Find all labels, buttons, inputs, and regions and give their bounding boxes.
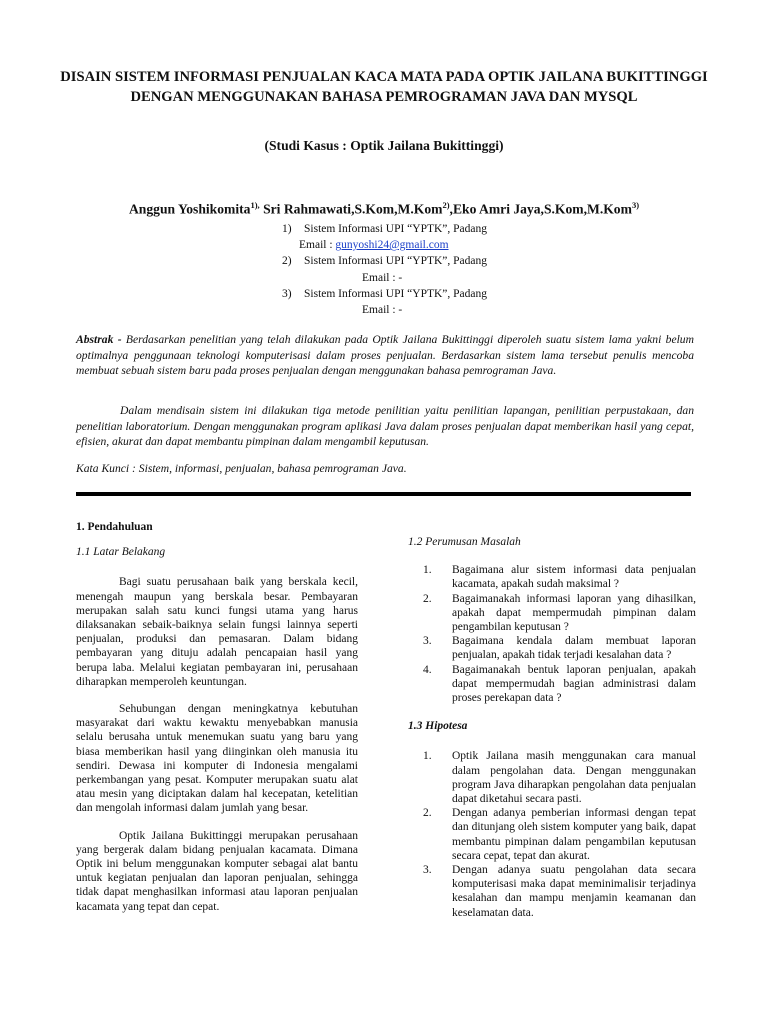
affiliation-text: Sistem Informasi UPI “YPTK”, Padang bbox=[304, 255, 488, 268]
affiliation-3-email-row bbox=[0, 302, 768, 318]
affiliations bbox=[0, 221, 768, 318]
author-1-mark: 1), bbox=[250, 200, 260, 210]
list-number: 4. bbox=[423, 663, 432, 676]
subsection-heading-hipotesa: 1.3 Hipotesa bbox=[408, 720, 468, 733]
list-text: Dengan adanya suatu pengolahan data secara komputerisasi maka dapat meminimalisir terjadinya kesalahan dan mampu menjamin keamanan dan keselamatan data. bbox=[452, 864, 696, 919]
list-text: Bagaimana alur sistem informasi data penjualan kacamata, apakah sudah maksimal ? bbox=[452, 564, 696, 591]
list-number: 1. bbox=[423, 750, 432, 763]
body-paragraph: Bagi suatu perusahaan baik yang berskala kecil, menengah maupun yang berskala besar. Pembayaran merupakan salah satu kunci fungsi utama yang harus dilaksanakan sebaik-baiknya selain fungsi lainnya seperti penjualan, produksi dan pemasaran. Dalam bidang pembayaran yang dituju adalah pencapaian hasil yang berupa laba. Melalui kegiatan pembayaran ini, perusahaan diharapkan memperoleh keuntungan. bbox=[76, 576, 358, 688]
affiliation-2 bbox=[0, 253, 768, 269]
list-item bbox=[408, 592, 696, 635]
list-text: Bagaimanakah bentuk laporan penjualan, apakah dapat mempermudah bagian administrasi dalam proses perekapan data ? bbox=[452, 663, 696, 705]
affiliation-text: Sistem Informasi UPI “YPTK”, Padang bbox=[304, 287, 488, 300]
list-item bbox=[408, 749, 696, 806]
author-2-name: Sri Rahmawati,S.Kom,M.Kom bbox=[259, 201, 443, 217]
list-number: 3. bbox=[423, 864, 432, 877]
abstract-paragraph-1 bbox=[76, 332, 694, 379]
affiliation-1-email-row bbox=[0, 237, 768, 253]
problem-list bbox=[408, 563, 696, 705]
email-label: Email : bbox=[299, 239, 336, 252]
list-item bbox=[408, 634, 696, 662]
body-paragraph: Sehubungan dengan meningkatnya kebutuhan masyarakat dari waktu kewaktu menyebabkan manusia selalu berusaha untuk menemukan suatu yang baru yang biasa memberikan hasil yang diinginkan oleh manusia itu sendiri. Dewasa ini komputer di Indonesia mengalami perkembangan yang pesat. Komputer merupakan suatu alat atau mesin yang diciptakan dalam hal kecepatan, ketelitian dan mengolah informasi dalam jumlah yang besar. bbox=[76, 703, 358, 815]
list-number: 3. bbox=[423, 635, 432, 648]
abstract-text: Berdasarkan penelitian yang telah dilakukan pada Optik Jailana Bukittinggi diperoleh suatu sistem lama yakni belum optimalnya penggunaan teknologi komputerisasi dalam proses penjualan. Berdasarkan sistem lama tersebut penulis mencoba membuat sebuah sistem baru pada proses penjualan dengan menggunakan bahasa pemrograman Java. bbox=[76, 333, 694, 378]
email-label: Email : - bbox=[362, 303, 403, 316]
affiliation-2-email-row bbox=[0, 270, 768, 286]
list-number: 2. bbox=[423, 592, 432, 605]
list-item bbox=[408, 563, 696, 591]
affiliation-3 bbox=[0, 286, 768, 302]
affiliation-number: 1) bbox=[282, 223, 292, 235]
paper-title: DISAIN SISTEM INFORMASI PENJUALAN KACA MATA PADA OPTIK JAILANA BUKITTINGGI DENGAN MENGGUNAKAN BAHASA PEMROGRAMAN JAVA DAN MYSQL bbox=[60, 69, 708, 105]
affiliation-number: 2) bbox=[282, 255, 292, 268]
list-number: 2. bbox=[423, 807, 432, 820]
list-text: Dengan adanya pemberian informasi dengan tepat dan ditunjang oleh sistem komputer yang baik, dapat membantu pimpinan dalam pengambilan keputusan secara cepat, tepat dan akurat. bbox=[452, 807, 696, 862]
author-3-mark: 3) bbox=[631, 200, 640, 210]
author-list bbox=[60, 200, 708, 218]
author-2-mark: 2) bbox=[442, 200, 450, 210]
list-item bbox=[408, 863, 696, 920]
abstract-label: Abstrak - bbox=[76, 333, 122, 346]
section-divider bbox=[76, 492, 691, 496]
email-label: Email : - bbox=[362, 271, 403, 284]
author-1-email-link[interactable]: gunyoshi24@gmail.com bbox=[335, 239, 449, 252]
subsection-heading-perumusan-masalah: 1.2 Perumusan Masalah bbox=[408, 536, 521, 548]
affiliation-text: Sistem Informasi UPI “YPTK”, Padang bbox=[304, 223, 488, 235]
affiliation-1 bbox=[0, 221, 768, 237]
subsection-heading-latar-belakang: 1.1 Latar Belakang bbox=[76, 546, 166, 559]
list-text: Bagaimana kendala dalam membuat laporan penjualan, apakah tidak terjadi kesalahan data ? bbox=[452, 635, 696, 662]
section-heading-pendahuluan: 1. Pendahuluan bbox=[76, 521, 153, 533]
affiliation-number: 3) bbox=[282, 287, 292, 300]
list-text: Optik Jailana masih menggunakan cara manual dalam pengolahan data. Dengan menggunakan program Java diharapkan pengolahan data penjualan dapat diketahui secara pasti. bbox=[452, 750, 696, 806]
left-column bbox=[76, 520, 358, 914]
keywords: Kata Kunci : Sistem, informasi, penjualan, bahasa pemrograman Java. bbox=[76, 462, 407, 475]
right-column bbox=[408, 535, 696, 920]
list-item bbox=[408, 663, 696, 706]
paper-subtitle: (Studi Kasus : Optik Jailana Bukittinggi) bbox=[264, 138, 504, 153]
list-number: 1. bbox=[423, 564, 432, 577]
email-line bbox=[299, 237, 449, 253]
author-1-name: Anggun Yoshikomita bbox=[128, 201, 251, 217]
list-text: Bagaimanakah informasi laporan yang dihasilkan, apakah dapat mempermudah pimpinan dalam pengambilan keputusan ? bbox=[452, 592, 696, 634]
hypothesis-list bbox=[408, 749, 696, 919]
author-3-name: ,Eko Amri Jaya,S.Kom,M.Kom bbox=[449, 201, 632, 217]
body-paragraph: Optik Jailana Bukittinggi merupakan perusahaan yang bergerak dalam bidang penjualan kacamata. Dimana Optik ini belum menggunakan komputer sebagai alat bantu untuk kegiatan penjualan dan laporan penjualan, sehingga tidak dapat menghasilkan informasi atau laporan penjualan kacamata yang tepat dan cepat. bbox=[76, 829, 358, 913]
list-item bbox=[408, 806, 696, 863]
abstract-paragraph-2: Dalam mendisain sistem ini dilakukan tiga metode penilitian yaitu penilitian lapangan, penilitian perpustakaan, dan penelitian laboratorium. Dengan menggunakan program aplikasi Java dalam proses penjualan dapat memberikan hasil yang cepat, efisien, akurat dan dapat membantu pimpinan dalam mengambil keputusan. bbox=[76, 404, 694, 449]
